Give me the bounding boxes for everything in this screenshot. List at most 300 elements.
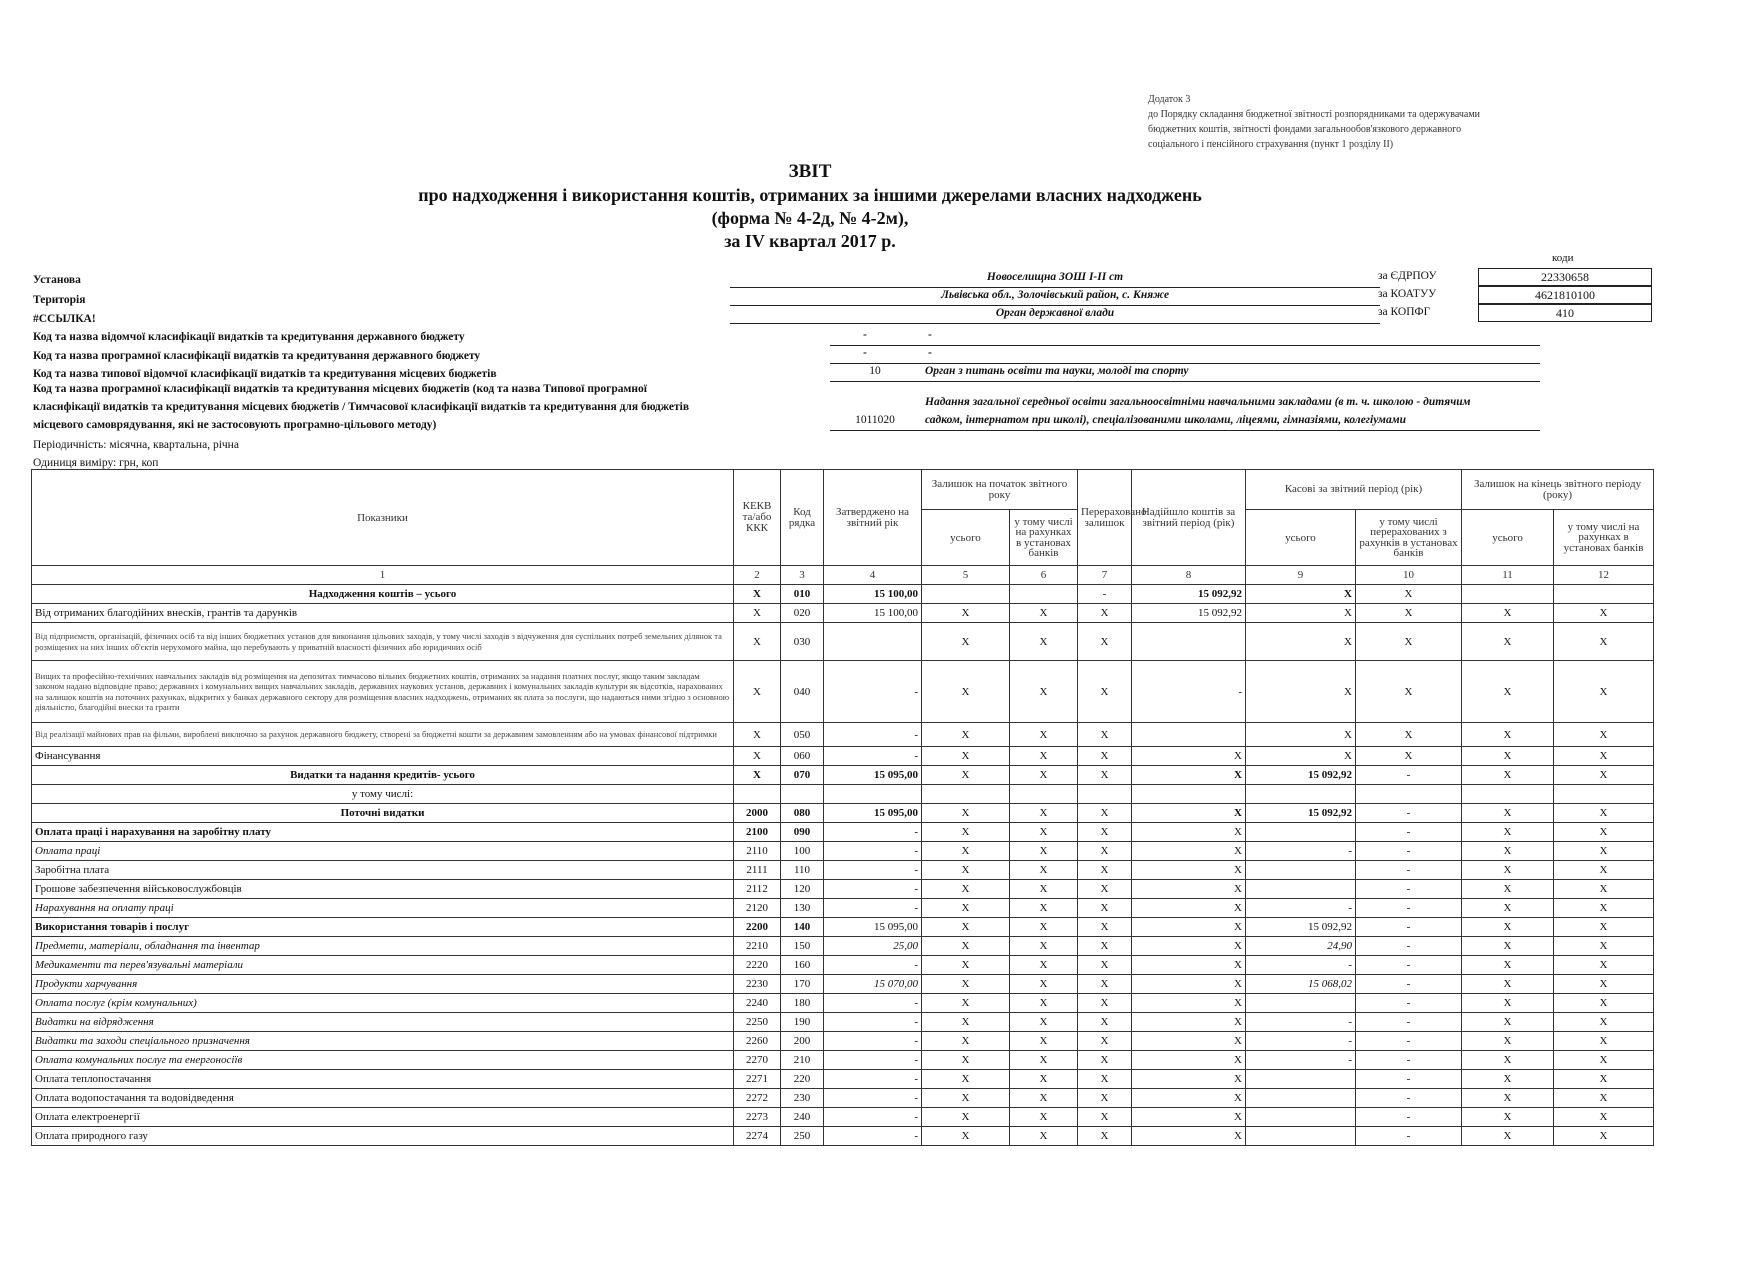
local-dept-classification-label: Код та назва типової відомчої класифікації видатків та кредитування місцевих бюджетів <box>33 368 497 380</box>
value-cell: X <box>1554 723 1654 747</box>
title-line: про надходження і використання коштів, отриманих за іншими джерелами власних надходжень <box>418 185 1202 205</box>
value-cell <box>1010 585 1078 604</box>
value-cell: 150 <box>781 937 824 956</box>
value-cell: X <box>1010 1089 1078 1108</box>
value-cell: - <box>1246 1051 1356 1070</box>
value-cell: - <box>1356 975 1462 994</box>
value-cell: - <box>1356 1051 1462 1070</box>
value-cell: - <box>1356 1089 1462 1108</box>
indicator-cell: Використання товарів і послуг <box>32 918 734 937</box>
title-line: ЗВІТ <box>788 161 832 182</box>
report-title <box>380 160 1240 253</box>
column-number: 10 <box>1356 566 1462 585</box>
value-cell: X <box>1078 994 1132 1013</box>
indicator-cell: Предмети, матеріали, обладнання та інвентар <box>32 937 734 956</box>
indicator-cell: Вищих та професійно-технічних навчальних закладів від розміщення на депозитах тимчасово вільних бюджетних коштів, отриманих за надання платних послуг, якщо таким закладам законом надано відповідне право; державних і комунальних вищих навчальних закладів, державних наукових установ, державних і комунальних закладів культури як відсотків, нарахованих на залишок коштів на поточних рахунках, відкритих у банках державного сектору для розміщення власних надходжень, отриманих як плата за послуги, що надаються ними згідно з основною діяльністю, благодійні внески та гранти <box>32 661 734 723</box>
indicator-cell: Від отриманих благодійних внесків, грантів та дарунків <box>32 604 734 623</box>
value-cell: X <box>922 604 1010 623</box>
value-cell: 090 <box>781 823 824 842</box>
column-number: 7 <box>1078 566 1132 585</box>
indicator-cell: Заробітна плата <box>32 861 734 880</box>
value-cell: - <box>824 956 922 975</box>
value-cell: X <box>734 585 781 604</box>
col-header-start-banks: у тому числі на рахунках в установах банків <box>1010 510 1078 566</box>
value-cell: X <box>1554 1051 1654 1070</box>
value-cell: X <box>1462 804 1554 823</box>
value-cell: X <box>1078 861 1132 880</box>
value-cell: 2273 <box>734 1108 781 1127</box>
value-cell: - <box>1246 899 1356 918</box>
col-header-transferred: Перераховано залишок <box>1078 470 1132 566</box>
value-cell <box>824 623 922 661</box>
edrpou-code: 22330658 <box>1478 268 1652 286</box>
local-prog-classification-label-1: Код та назва програмної класифікації видатків та кредитування місцевих бюджетів (код та назва Типової програмної <box>33 383 647 395</box>
state-dept-classification-label: Код та назва відомчої класифікації видатків та кредитування державного бюджету <box>33 331 465 343</box>
table-row <box>32 723 1654 747</box>
value-cell: X <box>1010 1013 1078 1032</box>
value-cell: X <box>1010 918 1078 937</box>
value-cell: 15 100,00 <box>824 585 922 604</box>
value-cell: X <box>1554 604 1654 623</box>
value-cell: X <box>1356 623 1462 661</box>
value-cell <box>1132 623 1246 661</box>
value-cell: 15 092,92 <box>1246 804 1356 823</box>
value-cell: 080 <box>781 804 824 823</box>
value-cell: 190 <box>781 1013 824 1032</box>
indicator-cell: Нарахування на оплату праці <box>32 899 734 918</box>
value-cell: X <box>1554 1089 1654 1108</box>
edrpou-label: за ЄДРПОУ <box>1378 270 1437 282</box>
value-cell: - <box>824 861 922 880</box>
table-row <box>32 1089 1654 1108</box>
value-cell: X <box>1462 975 1554 994</box>
value-cell: X <box>1078 1089 1132 1108</box>
title-line: за IV квартал 2017 р. <box>724 231 896 251</box>
value-cell: 24,90 <box>1246 937 1356 956</box>
value-cell: X <box>1462 1127 1554 1146</box>
value-cell: X <box>922 823 1010 842</box>
table-row <box>32 880 1654 899</box>
value-cell: X <box>922 842 1010 861</box>
value-cell: X <box>922 861 1010 880</box>
value-cell: X <box>1462 1089 1554 1108</box>
value-cell: X <box>1356 723 1462 747</box>
value-cell: X <box>1010 804 1078 823</box>
koatuu-code: 4621810100 <box>1478 286 1652 304</box>
value-cell: X <box>1078 1032 1132 1051</box>
value-cell: X <box>734 604 781 623</box>
value-cell: X <box>734 766 781 785</box>
value-cell: - <box>1356 1108 1462 1127</box>
value-cell: X <box>922 1032 1010 1051</box>
value-cell: X <box>1010 1032 1078 1051</box>
state-prog-code: - <box>863 347 867 359</box>
value-cell: X <box>1010 1108 1078 1127</box>
value-cell: X <box>1356 604 1462 623</box>
value-cell: X <box>1554 661 1654 723</box>
value-cell: 170 <box>781 975 824 994</box>
value-cell: X <box>1010 1051 1078 1070</box>
appendix-line: соціального і пенсійного страхування (пункт 1 розділу II) <box>1148 139 1394 150</box>
value-cell: - <box>824 880 922 899</box>
value-cell: X <box>1010 937 1078 956</box>
value-cell: X <box>1078 1070 1132 1089</box>
indicator-cell: Надходження коштів – усього <box>32 585 734 604</box>
value-cell: - <box>1356 899 1462 918</box>
col-header-cash-transfers: у тому числі перерахованих з рахунків в установах банків <box>1356 510 1462 566</box>
value-cell: X <box>1010 1127 1078 1146</box>
value-cell: X <box>1078 723 1132 747</box>
value-cell: 2272 <box>734 1089 781 1108</box>
value-cell: - <box>1356 1127 1462 1146</box>
value-cell: X <box>1356 747 1462 766</box>
value-cell: X <box>1010 956 1078 975</box>
value-cell: X <box>1132 975 1246 994</box>
value-cell: - <box>824 1127 922 1146</box>
value-cell: 070 <box>781 766 824 785</box>
value-cell: - <box>1356 823 1462 842</box>
value-cell <box>734 785 781 804</box>
column-number: 1 <box>32 566 734 585</box>
value-cell: X <box>1554 918 1654 937</box>
value-cell: X <box>1132 1013 1246 1032</box>
indicator-cell: у тому числі: <box>32 785 734 804</box>
value-cell: 2271 <box>734 1070 781 1089</box>
periodicity-label: Періодичність: місячна, квартальна, річна <box>33 439 239 451</box>
column-number: 11 <box>1462 566 1554 585</box>
value-cell: 110 <box>781 861 824 880</box>
table-row <box>32 842 1654 861</box>
value-cell: X <box>1462 1013 1554 1032</box>
appendix-line: Додаток 3 <box>1148 94 1191 105</box>
value-cell: 180 <box>781 994 824 1013</box>
value-cell: - <box>1246 1032 1356 1051</box>
value-cell: X <box>1078 842 1132 861</box>
local-prog-code: 1011020 <box>855 414 895 426</box>
column-number: 5 <box>922 566 1010 585</box>
value-cell: - <box>824 823 922 842</box>
value-cell <box>1554 785 1654 804</box>
state-prog-classification-label: Код та назва програмної класифікації видатків та кредитування державного бюджету <box>33 350 481 362</box>
table-row <box>32 1070 1654 1089</box>
value-cell: 020 <box>781 604 824 623</box>
value-cell: X <box>1462 661 1554 723</box>
state-dept-code: - <box>863 329 867 341</box>
value-cell: 2100 <box>734 823 781 842</box>
table-row <box>32 823 1654 842</box>
value-cell: - <box>1246 1013 1356 1032</box>
value-cell: X <box>1078 661 1132 723</box>
value-cell: - <box>824 994 922 1013</box>
value-cell: X <box>1554 1013 1654 1032</box>
value-cell: X <box>1246 661 1356 723</box>
col-header-received: Надійшло коштів за звітний період (рік) <box>1132 470 1246 566</box>
value-cell: X <box>922 1108 1010 1127</box>
value-cell: X <box>922 766 1010 785</box>
value-cell: X <box>1010 842 1078 861</box>
value-cell: - <box>824 1089 922 1108</box>
value-cell: X <box>1078 1108 1132 1127</box>
value-cell: 010 <box>781 585 824 604</box>
value-cell: X <box>922 937 1010 956</box>
value-cell: 2250 <box>734 1013 781 1032</box>
indicator-cell: Фінансування <box>32 747 734 766</box>
value-cell: X <box>1554 1032 1654 1051</box>
value-cell: X <box>1010 1070 1078 1089</box>
codes-heading: коди <box>1552 252 1574 264</box>
col-header-row-code: Код рядка <box>781 470 824 566</box>
value-cell: 2120 <box>734 899 781 918</box>
underline <box>730 323 1380 324</box>
indicator-cell: Від підприємств, організацій, фізичних осіб та від інших бюджетних установ для виконання цільових заходів, у тому числі заходів з відчуження для суспільних потреб земельних ділянок та розміщених на них інших об'єктів нерухомого майна, що перебувають у приватній власності фізичних або юридичних осіб <box>32 623 734 661</box>
value-cell: X <box>922 623 1010 661</box>
value-cell: X <box>1132 937 1246 956</box>
value-cell: X <box>1462 880 1554 899</box>
value-cell: X <box>922 899 1010 918</box>
indicator-cell: Видатки та заходи спеціального призначення <box>32 1032 734 1051</box>
value-cell: - <box>1356 861 1462 880</box>
value-cell: - <box>824 723 922 747</box>
koatuu-label: за КОАТУУ <box>1378 288 1437 300</box>
value-cell: - <box>1356 880 1462 899</box>
value-cell: 2200 <box>734 918 781 937</box>
value-cell: X <box>922 723 1010 747</box>
title-line: (форма № 4-2д, № 4-2м), <box>711 208 909 228</box>
value-cell: X <box>922 994 1010 1013</box>
value-cell: X <box>1356 661 1462 723</box>
value-cell <box>922 785 1010 804</box>
value-cell: 2210 <box>734 937 781 956</box>
value-cell: 120 <box>781 880 824 899</box>
value-cell: 100 <box>781 842 824 861</box>
value-cell: - <box>1132 661 1246 723</box>
indicator-cell: Від реалізації майнових прав на фільми, вироблені виключно за рахунок державного бюджету, створені за бюджетні кошти за державним замовленням або на умовах фінансової підтримки <box>32 723 734 747</box>
value-cell <box>922 585 1010 604</box>
value-cell: X <box>1132 1127 1246 1146</box>
col-header-end-balance: Залишок на кінець звітного періоду (року) <box>1462 470 1654 510</box>
value-cell: 130 <box>781 899 824 918</box>
value-cell: - <box>1356 804 1462 823</box>
value-cell: X <box>1010 623 1078 661</box>
value-cell: X <box>1010 661 1078 723</box>
value-cell: X <box>1462 604 1554 623</box>
value-cell: - <box>1246 842 1356 861</box>
value-cell: X <box>922 1070 1010 1089</box>
value-cell: - <box>1246 956 1356 975</box>
table-row <box>32 785 1654 804</box>
value-cell <box>1078 785 1132 804</box>
value-cell: 200 <box>781 1032 824 1051</box>
indicator-cell: Оплата теплопостачання <box>32 1070 734 1089</box>
value-cell: X <box>1554 994 1654 1013</box>
indicator-cell: Видатки на відрядження <box>32 1013 734 1032</box>
value-cell: X <box>1132 1108 1246 1127</box>
value-cell: 230 <box>781 1089 824 1108</box>
value-cell: X <box>1010 766 1078 785</box>
reference-value: Орган державної влади <box>995 307 1115 319</box>
value-cell: 050 <box>781 723 824 747</box>
value-cell: X <box>1132 899 1246 918</box>
indicator-cell: Медикаменти та перев'язувальні матеріали <box>32 956 734 975</box>
value-cell: X <box>1554 937 1654 956</box>
value-cell: X <box>1462 1070 1554 1089</box>
value-cell: 15 070,00 <box>824 975 922 994</box>
value-cell: X <box>922 956 1010 975</box>
local-dept-code: 10 <box>869 365 881 377</box>
value-cell: - <box>824 661 922 723</box>
indicator-cell: Оплата водопостачання та водовідведення <box>32 1089 734 1108</box>
value-cell: - <box>1356 842 1462 861</box>
value-cell: X <box>1132 842 1246 861</box>
value-cell: X <box>1462 899 1554 918</box>
table-row <box>32 918 1654 937</box>
value-cell: X <box>1462 766 1554 785</box>
value-cell: X <box>1078 823 1132 842</box>
value-cell: X <box>1078 804 1132 823</box>
value-cell: 15 092,92 <box>1132 604 1246 623</box>
underline <box>830 430 1540 431</box>
value-cell: X <box>1554 747 1654 766</box>
reference-label: #ССЫЛКА! <box>33 313 96 325</box>
value-cell: X <box>1554 766 1654 785</box>
value-cell: X <box>1010 880 1078 899</box>
value-cell: X <box>1132 918 1246 937</box>
underline <box>730 305 1380 306</box>
kopfg-label: за КОПФГ <box>1378 306 1431 318</box>
table-row <box>32 1051 1654 1070</box>
value-cell <box>1132 723 1246 747</box>
value-cell: - <box>1356 1032 1462 1051</box>
value-cell: 2000 <box>734 804 781 823</box>
value-cell: X <box>1078 747 1132 766</box>
value-cell: X <box>1132 956 1246 975</box>
value-cell: X <box>734 661 781 723</box>
value-cell: X <box>922 747 1010 766</box>
value-cell: X <box>1078 1051 1132 1070</box>
value-cell: X <box>1132 823 1246 842</box>
value-cell <box>1356 785 1462 804</box>
value-cell: X <box>1010 604 1078 623</box>
value-cell: X <box>1246 604 1356 623</box>
value-cell: X <box>1462 1051 1554 1070</box>
value-cell: 15 095,00 <box>824 766 922 785</box>
underline <box>830 363 1540 364</box>
table-row <box>32 1013 1654 1032</box>
value-cell: 2240 <box>734 994 781 1013</box>
table-row <box>32 766 1654 785</box>
value-cell: X <box>1462 861 1554 880</box>
table-row <box>32 956 1654 975</box>
value-cell: - <box>1356 766 1462 785</box>
value-cell: 2260 <box>734 1032 781 1051</box>
value-cell: 2111 <box>734 861 781 880</box>
col-header-indicators: Показники <box>32 470 734 566</box>
value-cell: X <box>1132 1051 1246 1070</box>
value-cell: X <box>1078 880 1132 899</box>
value-cell: X <box>922 880 1010 899</box>
value-cell: X <box>1246 747 1356 766</box>
indicator-cell: Поточні видатки <box>32 804 734 823</box>
value-cell: 250 <box>781 1127 824 1146</box>
col-header-start-balance: Залишок на початок звітного року <box>922 470 1078 510</box>
value-cell <box>1246 823 1356 842</box>
col-header-start-total: усього <box>922 510 1010 566</box>
column-number: 8 <box>1132 566 1246 585</box>
value-cell: - <box>1356 1070 1462 1089</box>
value-cell <box>1462 585 1554 604</box>
value-cell: X <box>1554 1127 1654 1146</box>
underline <box>830 345 1540 346</box>
table-row <box>32 604 1654 623</box>
value-cell: - <box>1356 956 1462 975</box>
value-cell: - <box>1356 918 1462 937</box>
value-cell: X <box>1132 804 1246 823</box>
value-cell: X <box>1356 585 1462 604</box>
column-number: 6 <box>1010 566 1078 585</box>
unit-label: Одиниця виміру: грн, коп <box>33 457 159 469</box>
underline <box>830 381 1540 382</box>
value-cell: 2112 <box>734 880 781 899</box>
value-cell: X <box>1462 842 1554 861</box>
value-cell <box>1246 1089 1356 1108</box>
table-row <box>32 623 1654 661</box>
value-cell: - <box>824 1032 922 1051</box>
table-row <box>32 1127 1654 1146</box>
value-cell: 210 <box>781 1051 824 1070</box>
value-cell: - <box>824 1013 922 1032</box>
table-row <box>32 1032 1654 1051</box>
value-cell: X <box>1132 880 1246 899</box>
value-cell: X <box>1078 766 1132 785</box>
value-cell: X <box>1078 604 1132 623</box>
state-prog-name: - <box>928 347 932 359</box>
value-cell: X <box>734 747 781 766</box>
value-cell: X <box>1462 956 1554 975</box>
value-cell: 15 100,00 <box>824 604 922 623</box>
column-number: 12 <box>1554 566 1654 585</box>
value-cell: 25,00 <box>824 937 922 956</box>
value-cell: X <box>734 623 781 661</box>
state-dept-name: - <box>928 329 932 341</box>
table-row <box>32 937 1654 956</box>
value-cell: X <box>922 1127 1010 1146</box>
territory-label: Територія <box>33 294 86 306</box>
value-cell <box>1010 785 1078 804</box>
value-cell: - <box>824 842 922 861</box>
value-cell: X <box>1246 585 1356 604</box>
col-header-cash-total: усього <box>1246 510 1356 566</box>
value-cell: X <box>1462 747 1554 766</box>
value-cell: X <box>1010 747 1078 766</box>
value-cell: - <box>824 1108 922 1127</box>
value-cell: X <box>1132 1089 1246 1108</box>
value-cell: - <box>1356 937 1462 956</box>
kopfg-code: 410 <box>1478 304 1652 322</box>
value-cell: X <box>1554 1108 1654 1127</box>
indicator-cell: Видатки та надання кредитів- усього <box>32 766 734 785</box>
value-cell: X <box>1462 918 1554 937</box>
value-cell: X <box>1554 899 1654 918</box>
value-cell <box>1246 1108 1356 1127</box>
underline <box>730 287 1380 288</box>
value-cell: - <box>824 747 922 766</box>
value-cell: X <box>1554 1070 1654 1089</box>
local-dept-name: Орган з питань освіти та науки, молоді та спорту <box>925 365 1189 377</box>
value-cell: X <box>1554 804 1654 823</box>
value-cell: X <box>1010 975 1078 994</box>
table-row <box>32 994 1654 1013</box>
appendix-line: бюджетних коштів, звітності фондами загальнообов'язкового державного <box>1148 124 1462 135</box>
